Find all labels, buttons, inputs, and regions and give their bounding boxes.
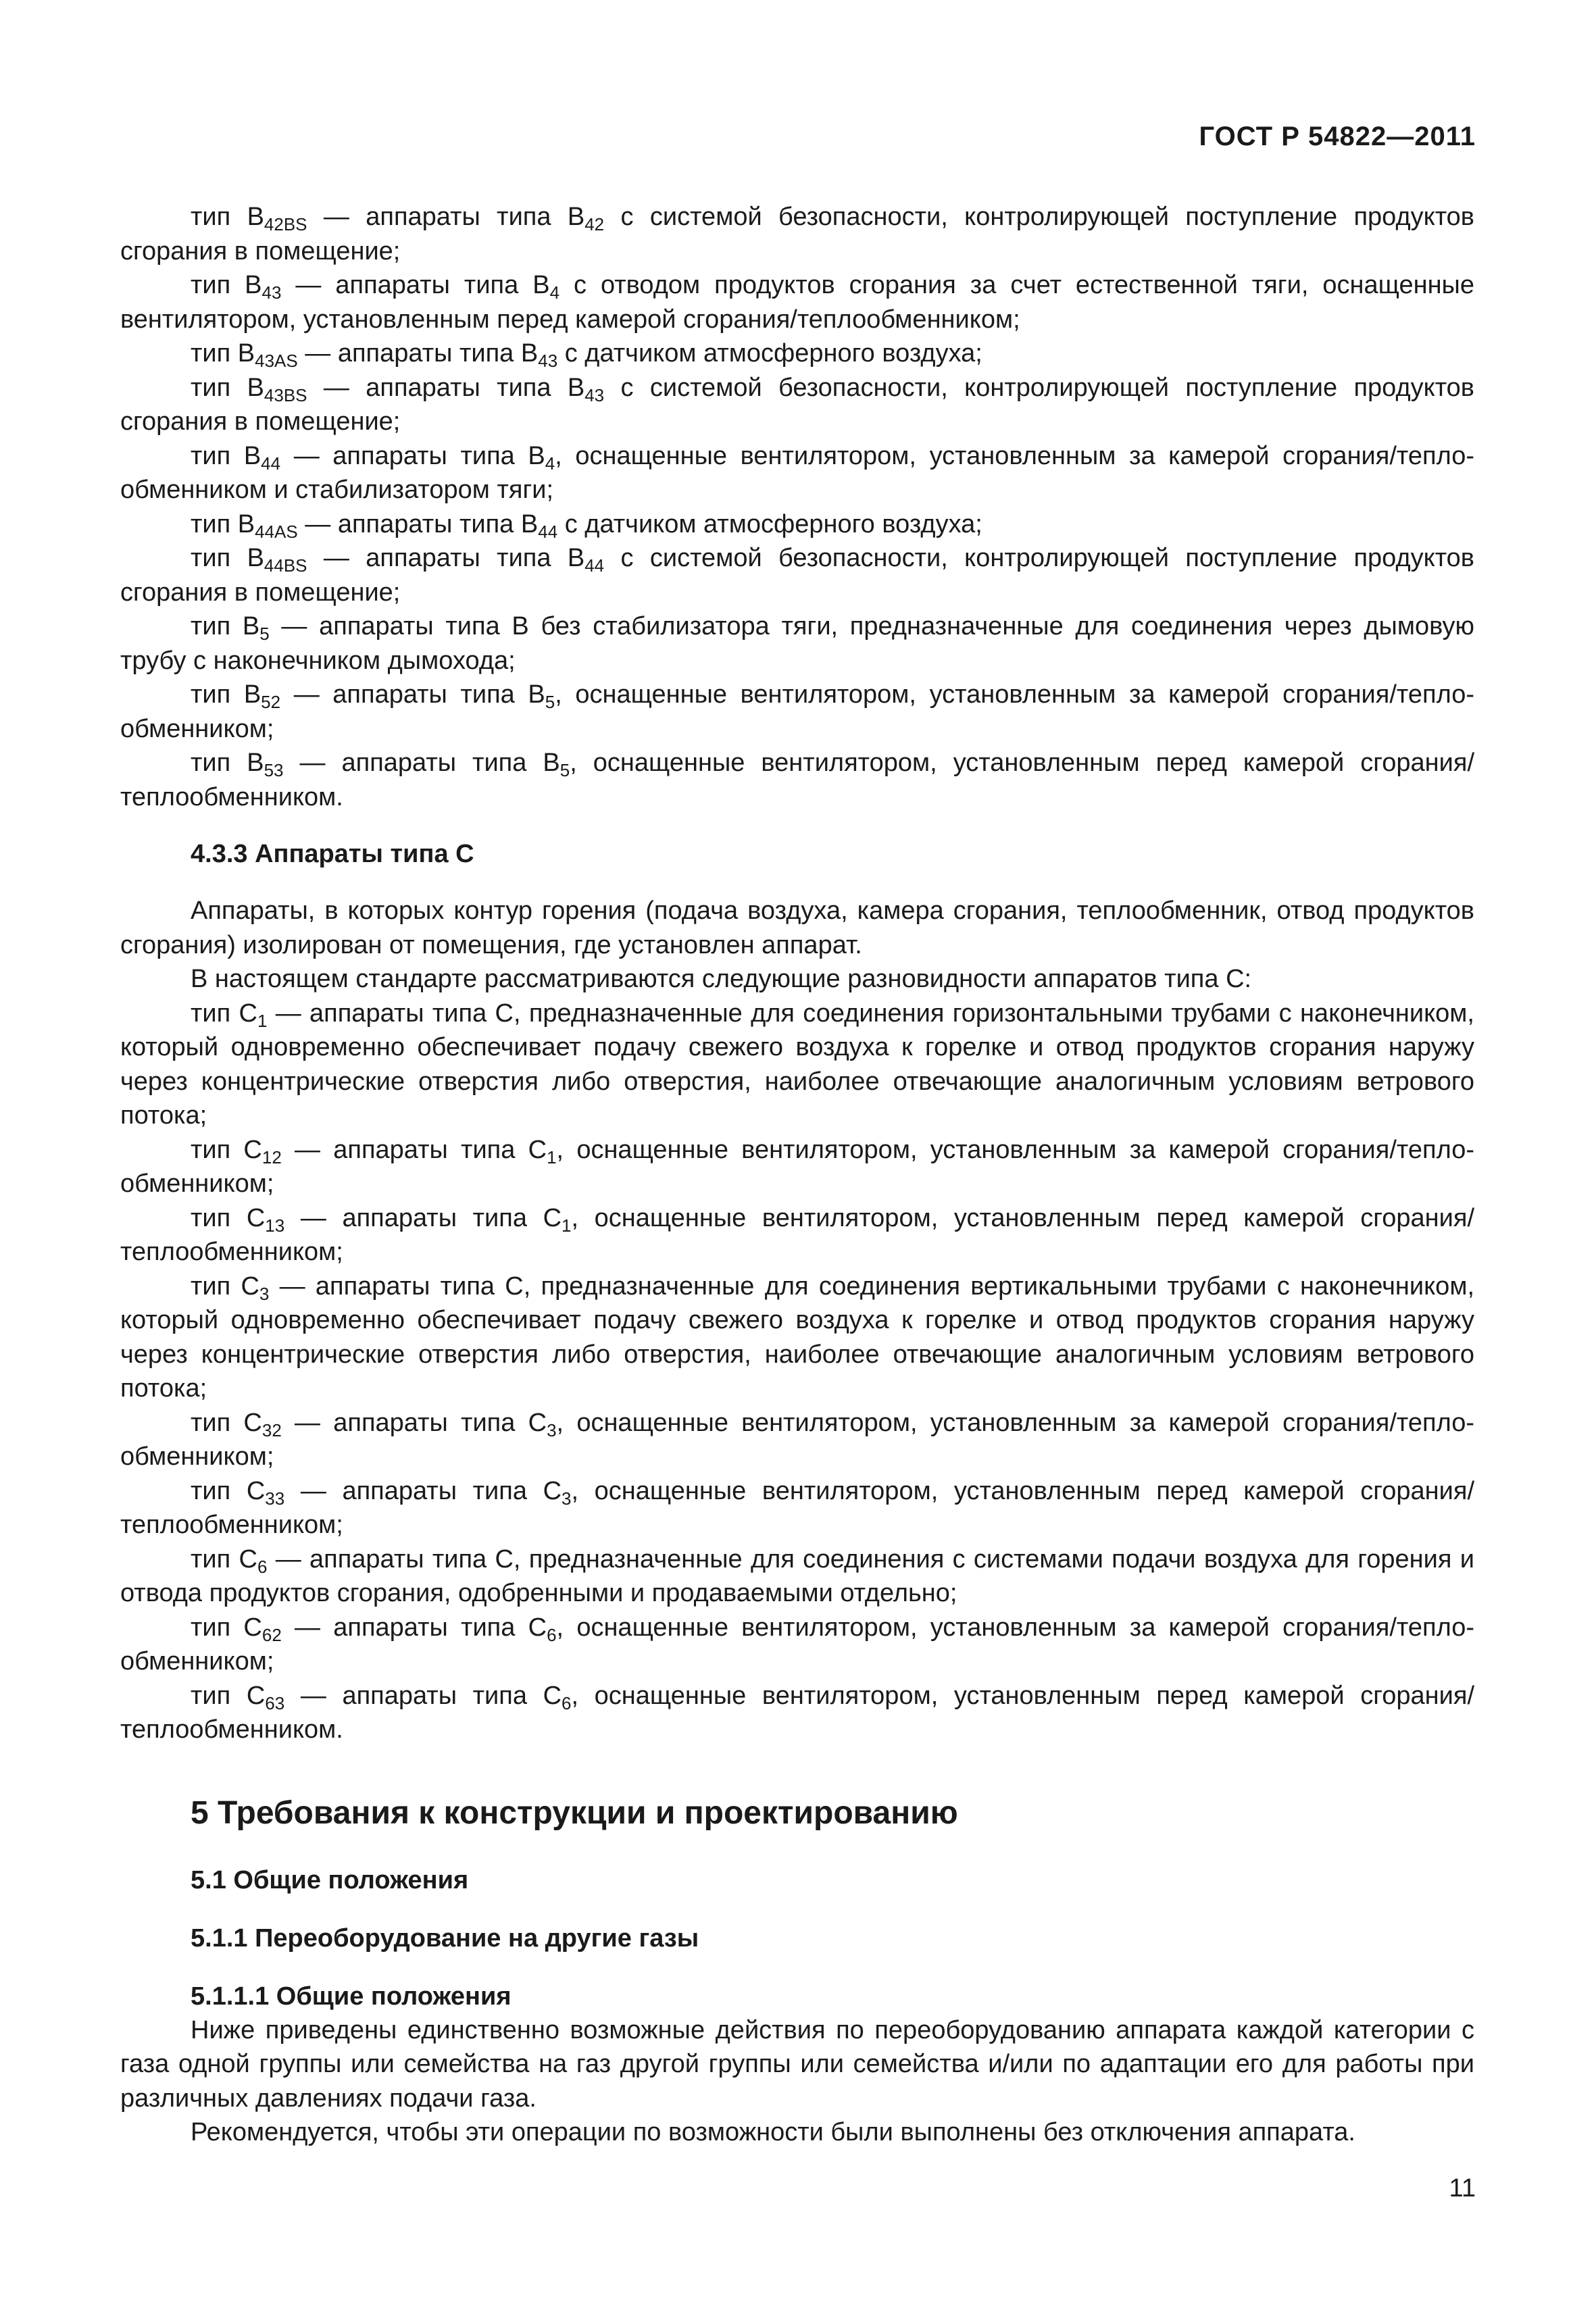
paragraph: тип $B_{42BS}$ — аппараты типа $B_{42}$ с системой безопасности, контролирующей поступление продуктов сгорания в помещение; <box>120 203 1474 266</box>
paragraph: тип $B_{44BS}$ — аппараты типа $B_{44}$ с системой безопасности, контролирующей поступление продуктов сгорания в помещение; <box>120 544 1474 607</box>
section-heading-5-1: 5.1 Общие положения <box>191 1865 469 1894</box>
paragraph: тип $C_{12}$ — аппараты типа $C_1$, оснащенные вентилятором, установленным за камерой сгорания/теплообменником; <box>120 1135 1474 1198</box>
section-heading-5: 5 Требования к конструкции и проектированию <box>191 1794 958 1831</box>
paragraph: тип $C_1$ — аппараты типа C, предназначенные для соединения горизонтальными трубами с наконечником, который одновременно обеспечивает подачу свежего воздуха к горелке и отвод продуктов сгорания наружу через концентрические отверстия либо отверстия, наиболее отвечающие аналогичным условиям ветрового потока; <box>120 999 1474 1130</box>
paragraph: тип $C_{13}$ — аппараты типа $C_1$, оснащенные вентилятором, установленным перед камерой сгорания/ теплообменником; <box>120 1203 1474 1266</box>
paragraph: Рекомендуется, чтобы эти операции по возможности были выполнены без отключения аппарата. <box>191 2118 1355 2146</box>
paragraph: тип $B_{43BS}$ — аппараты типа $B_{43}$ с системой безопасности, контролирующей поступление продуктов сгорания в помещение; <box>120 373 1474 436</box>
paragraph: Ниже приведены единственно возможные действия по переоборудованию аппарата каждой категории с газа одной группы или семейства на газ другой группы или семейства и/или по адаптации его для работы при различных давлениях подачи газа. <box>120 2015 1474 2113</box>
document-body <box>120 200 1474 2150</box>
paragraph: тип $B_{44}$ — аппараты типа $B_4$, оснащенные вентилятором, установленным за камерой сгорания/теплообменником и стабилизатором тяги; <box>120 441 1474 504</box>
paragraph: В настоящем стандарте рассматриваются следующие разновидности аппаратов типа С: <box>191 965 1252 993</box>
paragraph: тип $C_3$ — аппараты типа C, предназначенные для соединения вертикальными трубами с наконечником, который одновременно обеспечивает подачу свежего воздуха к горелке и отвод продуктов сгорания наружу через концентрические отверстия либо отверстия, наиболее отвечающие аналогичным условиям ветрового потока; <box>120 1272 1474 1403</box>
paragraph: тип $B_{43AS}$ — аппараты типа $B_{43}$ с датчиком атмосферного воздуха; <box>191 339 982 371</box>
section-heading-4-3-3: 4.3.3 Аппараты типа С <box>191 840 474 868</box>
paragraph: тип $B_5$ — аппараты типа B без стабилизатора тяги, предназначенные для соединения через дымовую трубу с наконечником дымохода; <box>120 612 1474 675</box>
paragraph-group-b <box>120 894 1474 1747</box>
section-heading-5-1-1: 5.1.1 Переоборудование на другие газы <box>191 1923 699 1953</box>
paragraph: тип $B_{53}$ — аппараты типа $B_5$, оснащенные вентилятором, установленным перед камерой сгорания/ теплообменником. <box>120 749 1474 811</box>
paragraph: Аппараты, в которых контур горения (подача воздуха, камера сгорания, теплообменник, отвод продуктов сгорания) изолирован от помещения, где установлен аппарат. <box>120 897 1474 959</box>
paragraph: тип $C_{32}$ — аппараты типа $C_3$, оснащенные вентилятором, установленным за камерой сгорания/теплообменником; <box>120 1408 1474 1471</box>
paragraph: тип $C_{62}$ — аппараты типа $C_6$, оснащенные вентилятором, установленным за камерой сгорания/теплообменником; <box>120 1613 1474 1676</box>
paragraph: тип $B_{44AS}$ — аппараты типа $B_{44}$ с датчиком атмосферного воздуха; <box>191 509 982 542</box>
section-heading-5-1-1-1: 5.1.1.1 Общие положения <box>191 1982 512 2011</box>
paragraph: тип $C_{33}$ — аппараты типа $C_3$, оснащенные вентилятором, установленным перед камерой сгорания/ теплообменником; <box>120 1476 1474 1539</box>
page-number: 11 <box>1449 2174 1476 2203</box>
paragraph-group-a <box>120 200 1474 814</box>
paragraph: тип $B_{43}$ — аппараты типа $B_4$ с отводом продуктов сгорания за счет естественной тяги, оснащенные вентилятором, установленным перед камерой сгорания/теплообменником; <box>120 271 1475 334</box>
document-header: ГОСТ Р 54822—2011 <box>1199 122 1476 151</box>
paragraph: тип $C_6$ — аппараты типа C, предназначенные для соединения с системами подачи воздуха для горения и отвода продуктов сгорания, одобренными и продаваемыми отдельно; <box>120 1544 1474 1607</box>
paragraph: тип $B_{52}$ — аппараты типа $B_5$, оснащенные вентилятором, установленным за камерой сгорания/теплообменником; <box>120 680 1474 743</box>
paragraph: тип $C_{63}$ — аппараты типа $C_6$, оснащенные вентилятором, установленным перед камерой сгорания/ теплообменником. <box>120 1681 1474 1744</box>
paragraph-group-c <box>120 2013 1474 2150</box>
